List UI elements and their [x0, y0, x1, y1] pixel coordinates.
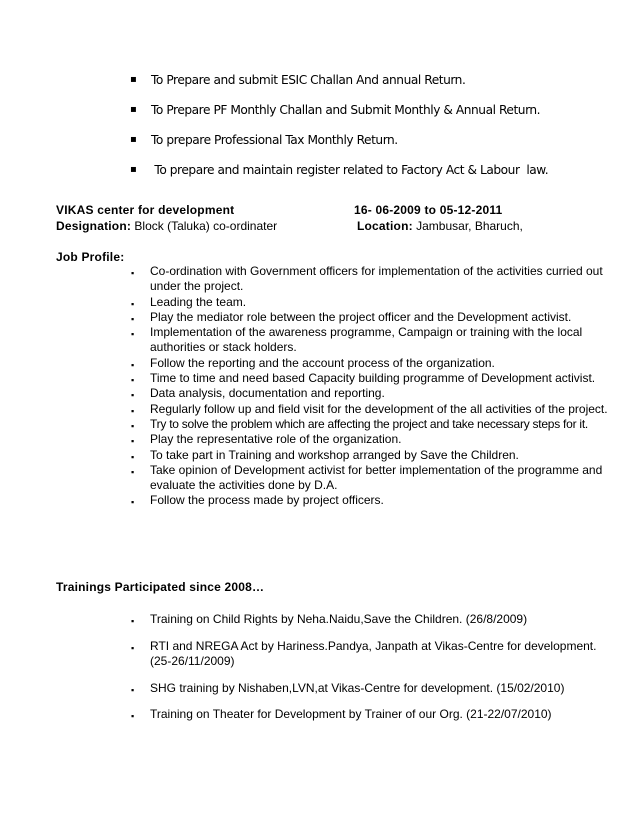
square-bullet-icon: ▪	[131, 268, 135, 278]
location-value: Jambusar, Bharuch,	[412, 219, 523, 233]
list-item: ▪ To prepare and maintain register related to Factory Act & Labour law.	[130, 163, 549, 177]
square-bullet-icon: ▪	[131, 711, 135, 721]
list-item: ▪ To prepare Professional Tax Monthly Return.	[130, 133, 398, 147]
square-bullet-icon: ▪	[130, 134, 137, 145]
square-bullet-icon: ▪	[131, 466, 135, 477]
location-line	[357, 219, 523, 233]
square-bullet-icon: ▪	[131, 298, 135, 309]
list-item: ▪ To Prepare PF Monthly Challan and Submit Monthly & Annual Return.	[130, 103, 541, 117]
list-item: ▪ Training on Theater for Development by Trainer of our Org. (21-22/07/2010)	[131, 707, 611, 723]
trainings-list	[131, 612, 611, 734]
square-bullet-icon: ▪	[131, 390, 135, 401]
list-item: ▪ Time to time and need based Capacity building programme of Development activist.	[131, 371, 636, 386]
location-label: Location:	[357, 219, 413, 233]
square-bullet-icon: ▪	[131, 313, 135, 324]
square-bullet-icon: ▪	[131, 375, 135, 386]
employer-name: VIKAS center for development	[56, 203, 235, 217]
list-item: ▪ Follow the reporting and the account process of the organization.	[131, 356, 636, 371]
square-bullet-icon: ▪	[131, 436, 135, 447]
square-bullet-icon: ▪	[130, 164, 137, 175]
job-profile-list	[131, 264, 636, 509]
square-bullet-icon: ▪	[131, 497, 135, 508]
square-bullet-icon: ▪	[131, 616, 135, 626]
square-bullet-icon: ▪	[131, 420, 135, 431]
square-bullet-icon: ▪	[131, 359, 135, 370]
list-item: ▪ Data analysis, documentation and reporting.	[131, 386, 636, 401]
square-bullet-icon: ▪	[131, 405, 135, 416]
job-profile-heading: Job Profile:	[56, 250, 125, 264]
list-item: ▪ Play the mediator role between the project officer and the Development activist.	[131, 310, 636, 325]
list-item: ▪ To Prepare and submit ESIC Challan And annual Return.	[130, 73, 466, 87]
square-bullet-icon: ▪	[131, 451, 135, 462]
square-bullet-icon: ▪	[131, 684, 135, 695]
list-item: ▪ Leading the team.	[131, 295, 636, 310]
designation-label: Designation:	[56, 219, 132, 233]
list-item: ▪ To take part in Training and workshop arranged by Save the Children.	[131, 448, 636, 463]
square-bullet-icon: ▪	[130, 74, 137, 85]
list-item: ▪ Implementation of the awareness programme, Campaign or training with the local authorities or stack holders.	[131, 325, 583, 355]
list-item: ▪ RTI and NREGA Act by Hariness.Pandya, Janpath at Vikas-Centre for development. (25-26/11/2009)	[131, 638, 597, 668]
list-item: ▪ Take opinion of Development activist for better implementation of the programme and evaluate the activities done by D.A.	[131, 462, 603, 493]
employment-dates: 16- 06-2009 to 05-12-2011	[354, 203, 503, 217]
designation-value: Block (Taluka) co-ordinater	[131, 219, 278, 233]
list-item: ▪ Training on Child Rights by Neha.Naidu,Save the Children. (26/8/2009)	[131, 612, 611, 628]
trainings-heading: Trainings Participated since 2008…	[56, 580, 265, 594]
square-bullet-icon: ▪	[131, 642, 135, 653]
list-item: ▪ SHG training by Nishaben,LVN,at Vikas-Centre for development. (15/02/2010)	[131, 681, 611, 697]
designation-line	[56, 219, 277, 233]
list-item: ▪ Co-ordination with Government officers for implementation of the activities curried out under the project.	[131, 264, 603, 294]
list-item: ▪ Play the representative role of the organization.	[131, 432, 636, 447]
duties-list	[130, 73, 548, 193]
list-item: ▪ Try to solve the problem which are affecting the project and take necessary steps for it.	[131, 417, 636, 432]
list-item: ▪ Follow the process made by project officers.	[131, 493, 636, 508]
list-item: ▪ Regularly follow up and field visit for the development of the all activities of the project.	[131, 402, 636, 417]
square-bullet-icon: ▪	[131, 329, 135, 340]
square-bullet-icon: ▪	[130, 104, 137, 115]
